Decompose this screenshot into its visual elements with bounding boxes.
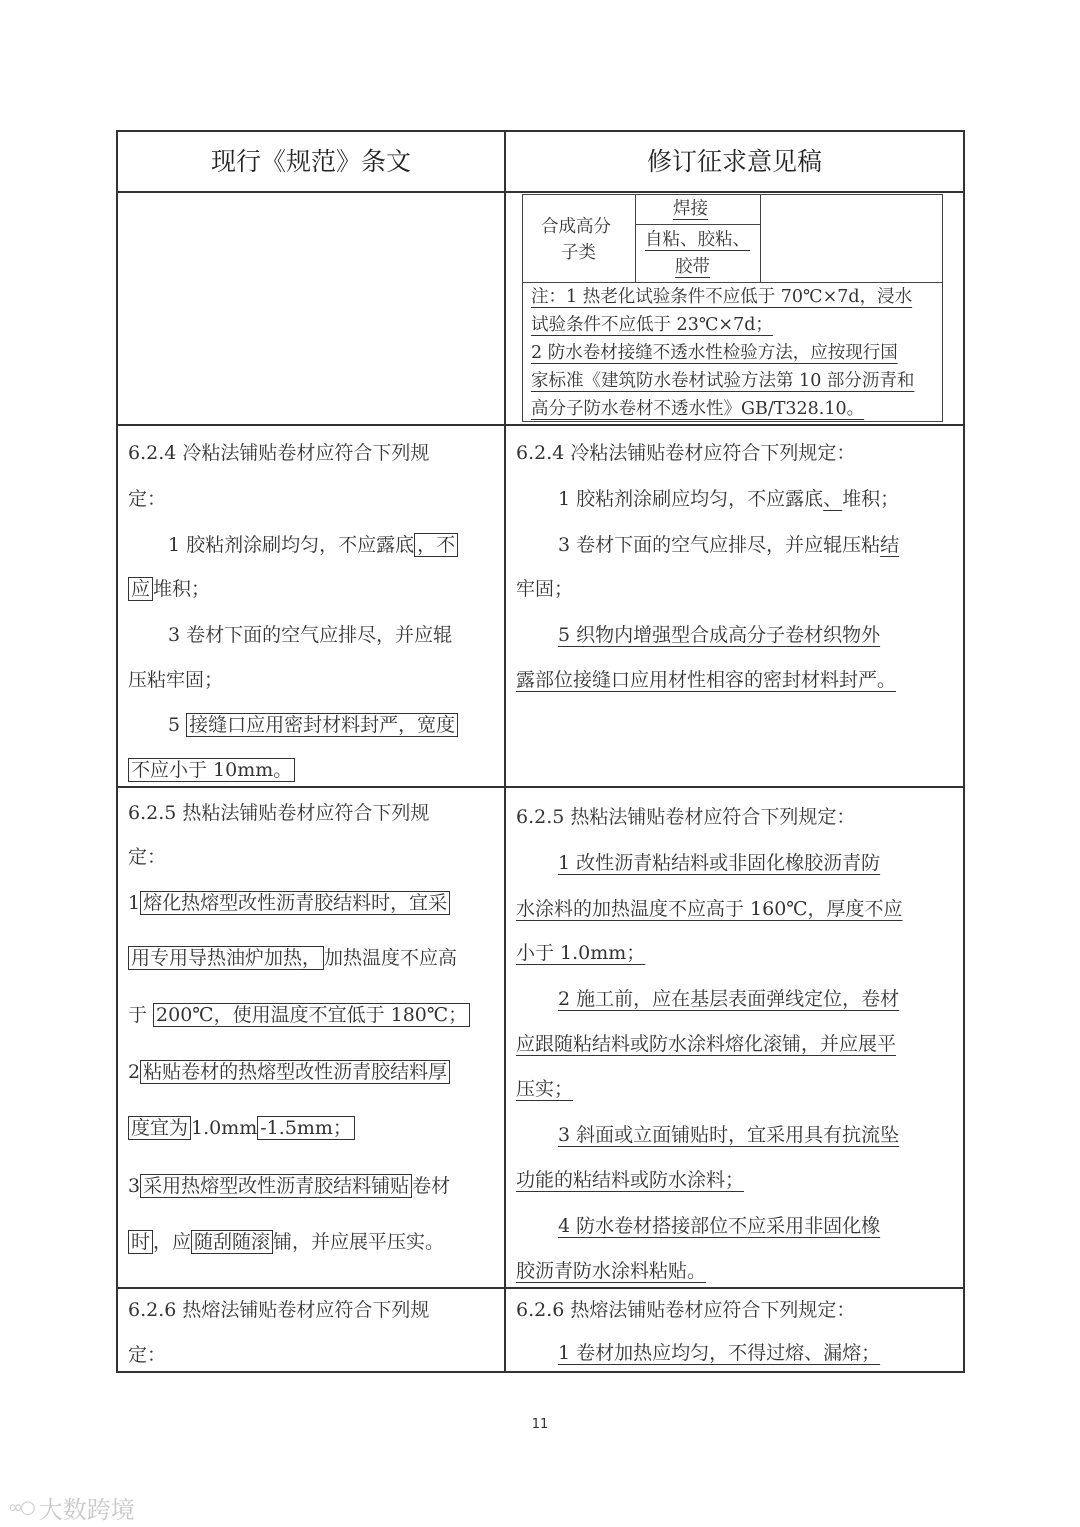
watermark	[8, 1490, 135, 1525]
comparison-table	[116, 130, 965, 1373]
clause-text: 露部位接缝口应用材性相容的密封材料封严。	[516, 669, 897, 691]
column-divider	[504, 132, 506, 1371]
clause-text: 定：	[128, 846, 167, 868]
method-label: 胶带	[675, 257, 710, 277]
header-revision-draft: 修订征求意见稿	[646, 147, 822, 176]
clause-text: 小于 1.0mm；	[516, 942, 646, 964]
clause-625-title-revised: 6.2.5 热粘法铺贴卷材应符合下列规定：	[516, 806, 856, 828]
clause-text: 于 200℃，使用温度不宜低于 180℃；	[128, 1002, 470, 1028]
note-line: 注：1 热老化试验条件不应低于 70℃×7d，浸水	[531, 287, 913, 307]
clause-text: 1 胶粘剂涂刷应均匀，不应露底、堆积；	[558, 488, 900, 510]
method-label: 焊接	[673, 199, 708, 219]
clause-text: 水涂料的加热温度不应高于 160℃，厚度不应	[516, 898, 903, 920]
clause-text: 1 改性沥青粘结料或非固化橡胶沥青防	[558, 852, 881, 874]
note-line: 家标准《建筑防水卷材试验方法第 10 部分沥青和	[531, 371, 915, 391]
row-divider	[118, 1287, 963, 1289]
clause-text: 应 堆积；	[128, 576, 210, 602]
page-number: 11	[531, 1417, 549, 1432]
clause-text: 定：	[128, 1344, 167, 1366]
clause-624-title: 6.2.4 冷粘法铺贴卷材应符合下列规	[128, 442, 430, 464]
watermark-logo-icon: ∞○	[8, 1497, 33, 1518]
note-line: 高分子防水卷材不透水性》GB/T328.10。	[531, 399, 865, 419]
clause-text: 应跟随粘结料或防水涂料熔化滚铺，并应展平	[516, 1033, 897, 1055]
note-line: 试验条件不应低于 23℃×7d；	[531, 315, 773, 335]
clause-text: 功能的粘结料或防水涂料；	[516, 1169, 745, 1191]
clause-text: 2 施工前，应在基层表面弹线定位，卷材	[558, 988, 900, 1010]
clause-625-title: 6.2.5 热粘法铺贴卷材应符合下列规	[128, 802, 430, 824]
clause-text: 5 接缝口应用密封材料封严，宽度	[168, 712, 458, 738]
clause-text: 3 卷材下面的空气应排尽，并应辊压粘结	[558, 534, 900, 556]
clause-text: 4 防水卷材搭接部位不应采用非固化橡	[558, 1215, 881, 1237]
clause-text: 度宜为 1.0mm -1.5mm；	[128, 1115, 355, 1141]
clause-text: 3 斜面或立面铺贴时，宜采用具有抗流坠	[558, 1124, 900, 1146]
clause-text: 3 卷材下面的空气应排尽，并应辊	[168, 624, 453, 646]
clause-text: 压粘牢固；	[128, 669, 224, 691]
row-divider	[118, 424, 963, 426]
clause-626-title: 6.2.6 热熔法铺贴卷材应符合下列规	[128, 1299, 430, 1321]
clause-text: 胶沥青防水涂料粘贴。	[516, 1260, 707, 1282]
type-label: 子类	[561, 243, 596, 263]
clause-text: 2 粘贴卷材的热熔型改性沥青胶结料厚	[128, 1059, 450, 1085]
type-label: 合成高分	[541, 217, 611, 237]
clause-text: 压实；	[516, 1078, 574, 1100]
joint-method-table	[522, 194, 943, 422]
clause-text: 1 熔化热熔型改性沥青胶结料时，宜采	[128, 890, 450, 916]
header-current-code: 现行《规范》条文	[210, 147, 411, 176]
clause-text: 不应小于 10mm。	[128, 757, 295, 783]
method-label: 自粘、胶粘、	[645, 230, 750, 250]
row-divider	[118, 786, 963, 788]
clause-text: 3 采用热熔型改性沥青胶结料铺贴 卷材	[128, 1175, 451, 1197]
clause-624-title-revised: 6.2.4 冷粘法铺贴卷材应符合下列规定：	[516, 442, 856, 464]
clause-626-title-revised: 6.2.6 热熔法铺贴卷材应符合下列规定：	[516, 1299, 856, 1321]
watermark-text: 大数跨境	[38, 1496, 135, 1524]
clause-text: 时 ，应 随刮随滚 铺，并应展平压实。	[128, 1229, 444, 1255]
clause-text: 5 织物内增强型合成高分子卷材织物外	[558, 624, 881, 646]
note-line: 2 防水卷材接缝不透水性检验方法，应按现行国	[531, 343, 898, 363]
clause-text: 定：	[128, 488, 167, 510]
clause-text: 1 卷材加热应均匀，不得过熔、漏熔；	[558, 1342, 881, 1364]
clause-text: 用专用导热油炉加热， 加热温度不应高	[128, 945, 457, 971]
clause-text: 1 胶粘剂涂刷均匀，不应露底 ，不	[168, 532, 458, 558]
clause-text: 牢固；	[516, 578, 574, 600]
